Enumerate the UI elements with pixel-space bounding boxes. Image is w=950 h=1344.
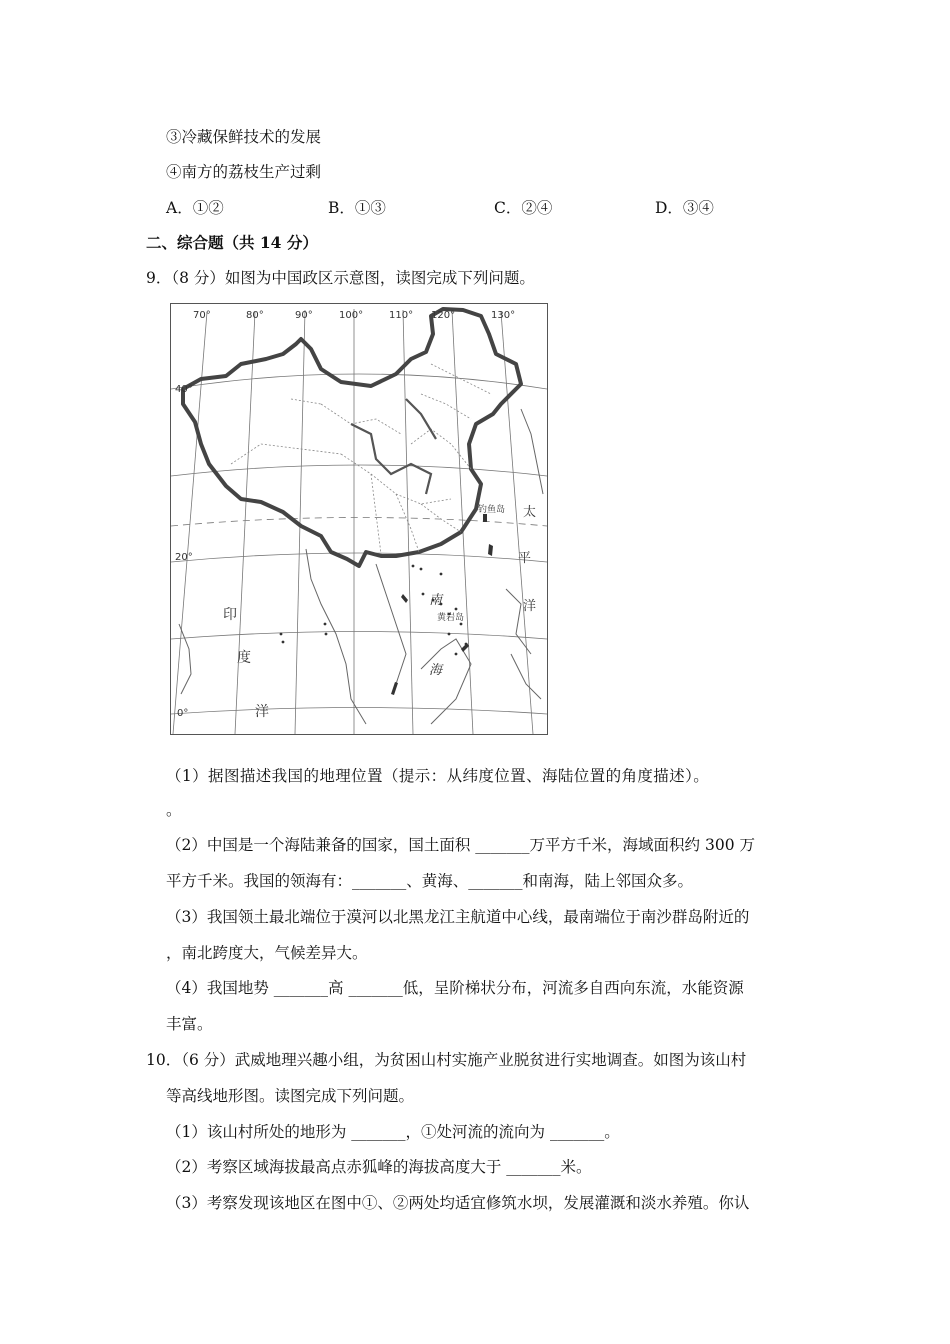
q9-sub4-line2: 丰富。 [166, 1015, 213, 1033]
label-huangyan-island: 黄岩岛 [437, 613, 465, 623]
label-indian-3: 洋 [255, 704, 269, 720]
label-pacific-1: 太 [523, 505, 537, 520]
china-border [183, 309, 521, 566]
lat-label-0: 0° [177, 708, 189, 719]
lat-label-20: 20° [175, 552, 193, 563]
q10-sub3: （3）考察发现该地区在图中①、②两处均适宜修筑水坝，发展灌溉和淡水养殖。你认 [166, 1194, 750, 1212]
lon-label-110: 110° [389, 310, 414, 321]
answer-option-c: C．②④ [494, 199, 553, 217]
option-item-4: ④南方的荔枝生产过剩 [166, 163, 322, 181]
label-indian-1: 印 [223, 607, 237, 623]
label-south-2: 海 [429, 663, 443, 678]
q9-sub1-line2: 。 [166, 801, 182, 819]
question-10-stem-line2: 等高线地形图。读图完成下列问题。 [166, 1087, 415, 1105]
q9-sub1-line1: （1）据图描述我国的地理位置（提示：从纬度位置、海陆位置的角度描述）。 [166, 767, 710, 785]
lon-label-90: 90° [295, 310, 313, 321]
lon-label-120: 120° [431, 310, 456, 321]
meridian-70 [173, 312, 207, 734]
q9-sub2-line1: （2）中国是一个海陆兼备的国家，国土面积 _______万平方千米，海域面积约 300 万 [166, 836, 755, 854]
parallel-30 [171, 465, 547, 476]
q9-sub2-line2: 平方千米。我国的领海有：_______、黄海、_______和南海，陆上邻国众多。 [166, 872, 694, 890]
china-political-map [170, 303, 548, 735]
label-pacific-2: 平 [518, 551, 532, 566]
label-indian-2: 度 [237, 650, 251, 666]
q10-sub1: （1）该山村所处的地形为 _______，①处河流的流向为 _______。 [166, 1123, 620, 1141]
question-10-stem-line1: 10．（6 分）武威地理兴趣小组，为贫困山村实施产业脱贫进行实地调查。如图为该山村 [146, 1051, 747, 1069]
parallel-10 [171, 632, 547, 640]
meridian-110 [403, 310, 413, 734]
lon-label-130: 130° [491, 310, 516, 321]
meridian-80 [235, 312, 255, 734]
label-south-1: 南 [429, 593, 443, 608]
option-item-3: ③冷藏保鲜技术的发展 [166, 128, 322, 146]
lon-label-80: 80° [246, 310, 264, 321]
tropic-cancer [171, 518, 547, 527]
section-title: 二、综合题（共 14 分） [146, 233, 318, 252]
q9-sub4-line1: （4）我国地势 _______高 _______低，呈阶梯状分布，河流多自西向东流，水能资源 [166, 979, 744, 997]
lat-label-40: 40° [175, 384, 193, 395]
answer-option-d: D．③④ [655, 199, 714, 217]
answer-option-b: B．①③ [328, 199, 386, 217]
lon-label-70: 70° [193, 310, 211, 321]
lon-label-100: 100° [339, 310, 364, 321]
question-9-stem: 9．（8 分）如图为中国政区示意图，读图完成下列问题。 [146, 269, 535, 287]
label-diaoyu-island: 钓鱼岛 [478, 505, 506, 515]
answer-option-a: A．①② [166, 199, 224, 217]
q10-sub2: （2）考察区域海拔最高点赤狐峰的海拔高度大于 _______米。 [166, 1158, 592, 1176]
label-pacific-3: 洋 [523, 599, 537, 614]
q9-sub3-line2: ，南北跨度大，气候差异大。 [166, 944, 368, 962]
q9-sub3-line1: （3）我国领土最北端位于漠河以北黑龙江主航道中心线，最南端位于南沙群岛附近的 [166, 908, 750, 926]
